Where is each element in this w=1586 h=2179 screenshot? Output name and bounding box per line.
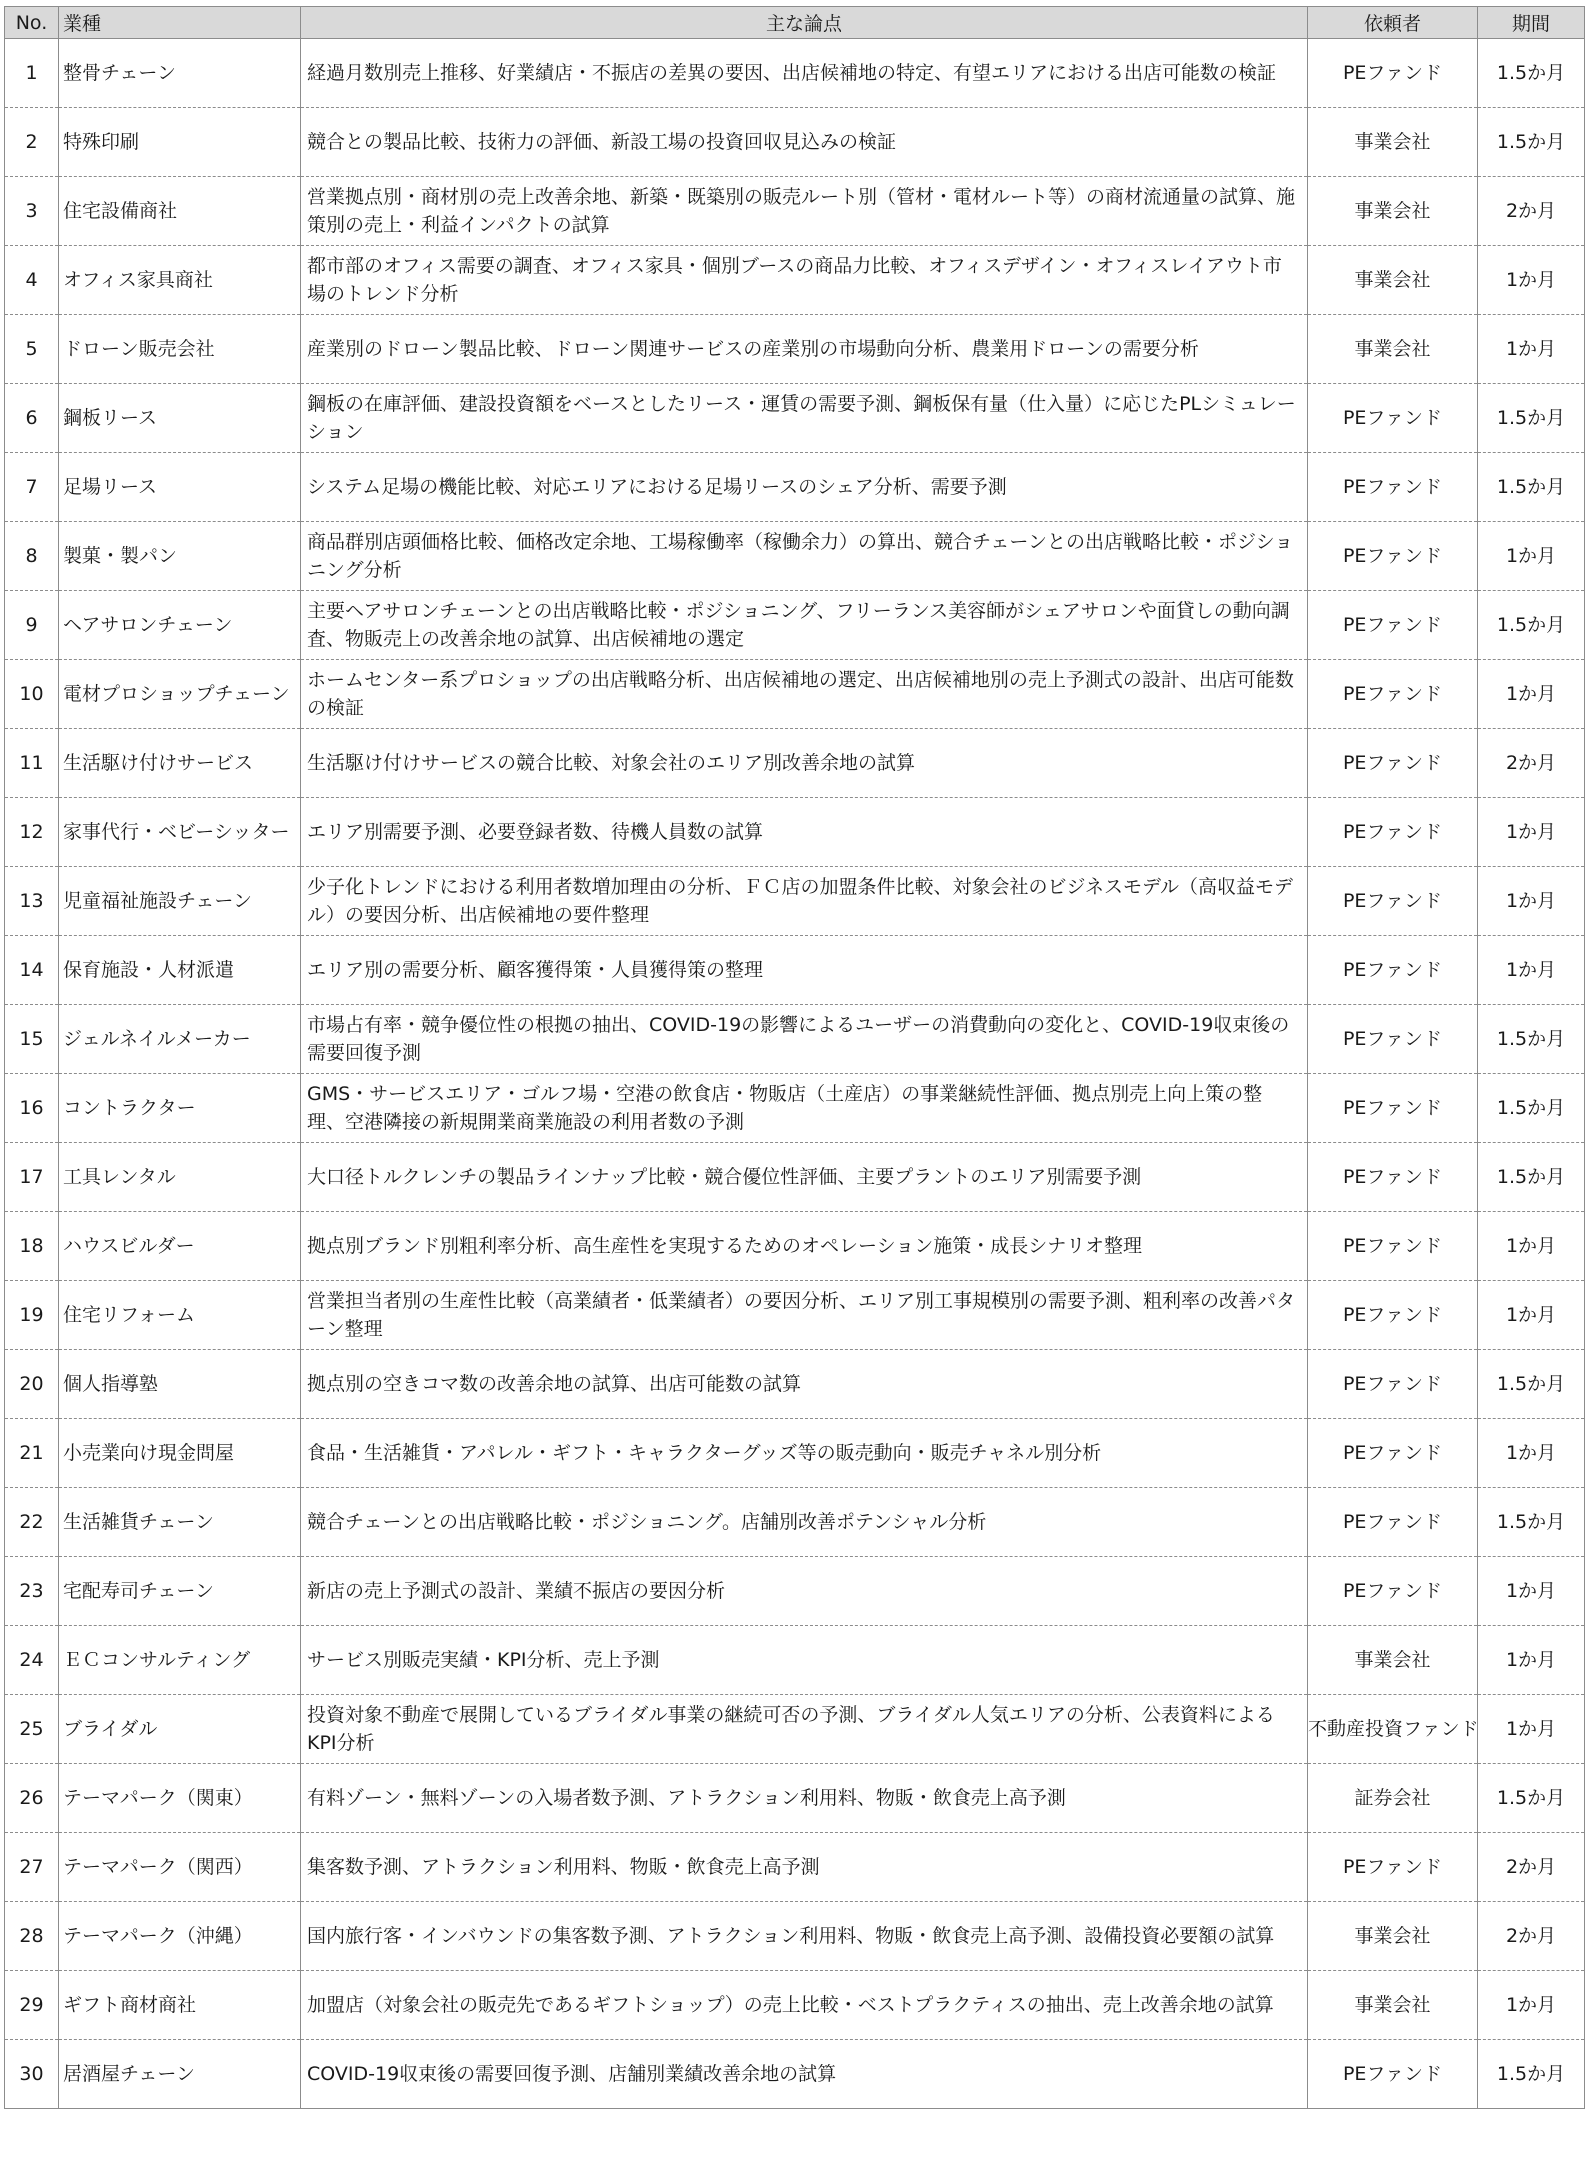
cell-industry: ＥＣコンサルティング	[59, 1626, 301, 1695]
cell-points: ホームセンター系プロショップの出店戦略分析、出店候補地の選定、出店候補地別の売上予測式の設計、出店可能数の検証	[301, 660, 1308, 729]
cell-no: 24	[5, 1626, 59, 1695]
cell-points: システム足場の機能比較、対応エリアにおける足場リースのシェア分析、需要予測	[301, 453, 1308, 522]
cell-points: 大口径トルクレンチの製品ラインナップ比較・競合優位性評価、主要プラントのエリア別需要予測	[301, 1143, 1308, 1212]
table-row	[5, 1281, 1585, 1350]
table-row	[5, 660, 1585, 729]
cell-points: 都市部のオフィス需要の調査、オフィス家具・個別ブースの商品力比較、オフィスデザイン・オフィスレイアウト市場のトレンド分析	[301, 246, 1308, 315]
table-row	[5, 177, 1585, 246]
cell-industry: 製菓・製パン	[59, 522, 301, 591]
cell-points: 新店の売上予測式の設計、業績不振店の要因分析	[301, 1557, 1308, 1626]
cell-no: 12	[5, 798, 59, 867]
table-row	[5, 39, 1585, 108]
table-row	[5, 108, 1585, 177]
cell-points: 生活駆け付けサービスの競合比較、対象会社のエリア別改善余地の試算	[301, 729, 1308, 798]
cell-no: 17	[5, 1143, 59, 1212]
cell-points: 食品・生活雑貨・アパレル・ギフト・キャラクターグッズ等の販売動向・販売チャネル別分析	[301, 1419, 1308, 1488]
table-row	[5, 384, 1585, 453]
header-period: 期間	[1478, 7, 1585, 39]
cell-period: 1.5か月	[1478, 591, 1585, 660]
cell-industry: 宅配寿司チェーン	[59, 1557, 301, 1626]
cell-no: 29	[5, 1971, 59, 2040]
cell-no: 26	[5, 1764, 59, 1833]
cell-industry: 整骨チェーン	[59, 39, 301, 108]
cell-points: 経過月数別売上推移、好業績店・不振店の差異の要因、出店候補地の特定、有望エリアにおける出店可能数の検証	[301, 39, 1308, 108]
cell-no: 22	[5, 1488, 59, 1557]
cell-period: 1.5か月	[1478, 39, 1585, 108]
cell-points: 投資対象不動産で展開しているブライダル事業の継続可否の予測、ブライダル人気エリアの分析、公表資料によるKPI分析	[301, 1695, 1308, 1764]
table-row	[5, 729, 1585, 798]
cell-client: 事業会社	[1308, 1626, 1478, 1695]
cell-no: 9	[5, 591, 59, 660]
cell-period: 1.5か月	[1478, 453, 1585, 522]
cell-period: 1か月	[1478, 315, 1585, 384]
cell-points: COVID-19収束後の需要回復予測、店舗別業績改善余地の試算	[301, 2040, 1308, 2109]
cell-industry: 児童福祉施設チェーン	[59, 867, 301, 936]
cell-points: 商品群別店頭価格比較、価格改定余地、工場稼働率（稼働余力）の算出、競合チェーンとの出店戦略比較・ポジショニング分析	[301, 522, 1308, 591]
cell-period: 1か月	[1478, 246, 1585, 315]
cell-points: GMS・サービスエリア・ゴルフ場・空港の飲食店・物販店（土産店）の事業継続性評価、拠点別売上向上策の整理、空港隣接の新規開業商業施設の利用者数の予測	[301, 1074, 1308, 1143]
cell-points: エリア別需要予測、必要登録者数、待機人員数の試算	[301, 798, 1308, 867]
cell-client: PEファンド	[1308, 522, 1478, 591]
cell-period: 1か月	[1478, 1695, 1585, 1764]
cell-industry: ギフト商材商社	[59, 1971, 301, 2040]
cell-industry: ドローン販売会社	[59, 315, 301, 384]
cell-period: 1か月	[1478, 522, 1585, 591]
cell-client: PEファンド	[1308, 2040, 1478, 2109]
cell-industry: 小売業向け現金問屋	[59, 1419, 301, 1488]
cell-industry: 工具レンタル	[59, 1143, 301, 1212]
cell-client: 事業会社	[1308, 315, 1478, 384]
cell-client: PEファンド	[1308, 1488, 1478, 1557]
cell-industry: 特殊印刷	[59, 108, 301, 177]
cell-industry: オフィス家具商社	[59, 246, 301, 315]
cell-client: PEファンド	[1308, 39, 1478, 108]
cell-period: 1か月	[1478, 1281, 1585, 1350]
cell-client: PEファンド	[1308, 729, 1478, 798]
cell-period: 1.5か月	[1478, 1350, 1585, 1419]
cell-no: 11	[5, 729, 59, 798]
cell-period: 2か月	[1478, 729, 1585, 798]
cell-period: 1.5か月	[1478, 1005, 1585, 1074]
cell-period: 1.5か月	[1478, 1488, 1585, 1557]
header-points: 主な論点	[301, 7, 1308, 39]
cell-industry: 足場リース	[59, 453, 301, 522]
cell-points: サービス別販売実績・KPI分析、売上予測	[301, 1626, 1308, 1695]
cell-industry: ヘアサロンチェーン	[59, 591, 301, 660]
cell-client: PEファンド	[1308, 1143, 1478, 1212]
table-row	[5, 315, 1585, 384]
cell-points: 市場占有率・競争優位性の根拠の抽出、COVID-19の影響によるユーザーの消費動向の変化と、COVID-19収束後の需要回復予測	[301, 1005, 1308, 1074]
cell-points: 国内旅行客・インバウンドの集客数予測、アトラクション利用料、物販・飲食売上高予測、設備投資必要額の試算	[301, 1902, 1308, 1971]
cell-client: PEファンド	[1308, 936, 1478, 1005]
cell-industry: 保育施設・人材派遣	[59, 936, 301, 1005]
table-row	[5, 1557, 1585, 1626]
cell-period: 1か月	[1478, 936, 1585, 1005]
cell-points: 有料ゾーン・無料ゾーンの入場者数予測、アトラクション利用料、物販・飲食売上高予測	[301, 1764, 1308, 1833]
table-row	[5, 1488, 1585, 1557]
cell-client: PEファンド	[1308, 591, 1478, 660]
cell-client: PEファンド	[1308, 660, 1478, 729]
table-row	[5, 1074, 1585, 1143]
table-row	[5, 1764, 1585, 1833]
cell-industry: 生活駆け付けサービス	[59, 729, 301, 798]
cell-client: PEファンド	[1308, 1833, 1478, 1902]
cell-client: 証券会社	[1308, 1764, 1478, 1833]
header-row	[5, 7, 1585, 39]
cell-period: 1.5か月	[1478, 2040, 1585, 2109]
cell-industry: テーマパーク（関西）	[59, 1833, 301, 1902]
table-row	[5, 798, 1585, 867]
cell-no: 16	[5, 1074, 59, 1143]
cell-client: 事業会社	[1308, 1971, 1478, 2040]
cell-no: 1	[5, 39, 59, 108]
cell-points: 拠点別ブランド別粗利率分析、高生産性を実現するためのオペレーション施策・成長シナリオ整理	[301, 1212, 1308, 1281]
cell-no: 6	[5, 384, 59, 453]
header-industry: 業種	[59, 7, 301, 39]
cell-no: 2	[5, 108, 59, 177]
cell-no: 10	[5, 660, 59, 729]
table-row	[5, 453, 1585, 522]
cell-period: 1か月	[1478, 1419, 1585, 1488]
table-row	[5, 867, 1585, 936]
cell-points: エリア別の需要分析、顧客獲得策・人員獲得策の整理	[301, 936, 1308, 1005]
cell-no: 7	[5, 453, 59, 522]
cell-no: 13	[5, 867, 59, 936]
cell-period: 1か月	[1478, 1971, 1585, 2040]
cell-industry: ブライダル	[59, 1695, 301, 1764]
cell-points: 少子化トレンドにおける利用者数増加理由の分析、ＦＣ店の加盟条件比較、対象会社のビジネスモデル（高収益モデル）の要因分析、出店候補地の要件整理	[301, 867, 1308, 936]
table-row	[5, 1212, 1585, 1281]
table-row	[5, 1143, 1585, 1212]
cell-no: 3	[5, 177, 59, 246]
cell-no: 18	[5, 1212, 59, 1281]
cell-client: PEファンド	[1308, 1074, 1478, 1143]
table-row	[5, 1350, 1585, 1419]
cell-industry: 家事代行・ベビーシッター	[59, 798, 301, 867]
cell-industry: 住宅リフォーム	[59, 1281, 301, 1350]
cell-period: 2か月	[1478, 1902, 1585, 1971]
table-row	[5, 1971, 1585, 2040]
cell-points: 集客数予測、アトラクション利用料、物販・飲食売上高予測	[301, 1833, 1308, 1902]
cell-points: 鋼板の在庫評価、建設投資額をベースとしたリース・運賃の需要予測、鋼板保有量（仕入量）に応じたPLシミュレーション	[301, 384, 1308, 453]
table-row	[5, 1419, 1585, 1488]
table-row	[5, 591, 1585, 660]
header-client: 依頼者	[1308, 7, 1478, 39]
cell-industry: テーマパーク（関東）	[59, 1764, 301, 1833]
cell-period: 1か月	[1478, 1557, 1585, 1626]
cell-client: 事業会社	[1308, 1902, 1478, 1971]
cell-no: 19	[5, 1281, 59, 1350]
cell-client: PEファンド	[1308, 1281, 1478, 1350]
table-row	[5, 1833, 1585, 1902]
cell-industry: ジェルネイルメーカー	[59, 1005, 301, 1074]
table-row	[5, 1626, 1585, 1695]
cell-client: PEファンド	[1308, 453, 1478, 522]
cell-industry: 住宅設備商社	[59, 177, 301, 246]
cell-client: 事業会社	[1308, 108, 1478, 177]
cell-points: 営業担当者別の生産性比較（高業績者・低業績者）の要因分析、エリア別工事規模別の需要予測、粗利率の改善パターン整理	[301, 1281, 1308, 1350]
cell-period: 1.5か月	[1478, 384, 1585, 453]
table-row	[5, 1695, 1585, 1764]
table-row	[5, 1005, 1585, 1074]
cell-no: 27	[5, 1833, 59, 1902]
cell-client: 事業会社	[1308, 246, 1478, 315]
cell-client: PEファンド	[1308, 867, 1478, 936]
cell-points: 拠点別の空きコマ数の改善余地の試算、出店可能数の試算	[301, 1350, 1308, 1419]
cell-no: 21	[5, 1419, 59, 1488]
cell-client: PEファンド	[1308, 1212, 1478, 1281]
cell-period: 1.5か月	[1478, 1143, 1585, 1212]
cell-no: 23	[5, 1557, 59, 1626]
cell-client: PEファンド	[1308, 1005, 1478, 1074]
case-table	[4, 6, 1585, 2109]
cell-industry: 電材プロショップチェーン	[59, 660, 301, 729]
cell-industry: 鋼板リース	[59, 384, 301, 453]
cell-points: 加盟店（対象会社の販売先であるギフトショップ）の売上比較・ベストプラクティスの抽出、売上改善余地の試算	[301, 1971, 1308, 2040]
table-row	[5, 1902, 1585, 1971]
cell-client: PEファンド	[1308, 1557, 1478, 1626]
cell-no: 15	[5, 1005, 59, 1074]
cell-no: 14	[5, 936, 59, 1005]
case-table-container	[4, 6, 1584, 2109]
cell-industry: 個人指導塾	[59, 1350, 301, 1419]
cell-client: PEファンド	[1308, 798, 1478, 867]
table-row	[5, 246, 1585, 315]
cell-period: 2か月	[1478, 177, 1585, 246]
header-no: No.	[5, 7, 59, 39]
cell-points: 競合チェーンとの出店戦略比較・ポジショニング。店舗別改善ポテンシャル分析	[301, 1488, 1308, 1557]
cell-no: 30	[5, 2040, 59, 2109]
cell-client: PEファンド	[1308, 384, 1478, 453]
cell-period: 2か月	[1478, 1833, 1585, 1902]
cell-period: 1か月	[1478, 798, 1585, 867]
cell-period: 1.5か月	[1478, 1764, 1585, 1833]
cell-no: 5	[5, 315, 59, 384]
cell-no: 28	[5, 1902, 59, 1971]
cell-period: 1か月	[1478, 1626, 1585, 1695]
table-row	[5, 2040, 1585, 2109]
cell-period: 1.5か月	[1478, 108, 1585, 177]
cell-industry: 居酒屋チェーン	[59, 2040, 301, 2109]
cell-period: 1か月	[1478, 1212, 1585, 1281]
cell-points: 競合との製品比較、技術力の評価、新設工場の投資回収見込みの検証	[301, 108, 1308, 177]
cell-no: 4	[5, 246, 59, 315]
cell-client: 不動産投資ファンド	[1308, 1695, 1478, 1764]
cell-points: 産業別のドローン製品比較、ドローン関連サービスの産業別の市場動向分析、農業用ドローンの需要分析	[301, 315, 1308, 384]
cell-points: 主要ヘアサロンチェーンとの出店戦略比較・ポジショニング、フリーランス美容師がシェアサロンや面貸しの動向調査、物販売上の改善余地の試算、出店候補地の選定	[301, 591, 1308, 660]
table-row	[5, 522, 1585, 591]
cell-industry: 生活雑貨チェーン	[59, 1488, 301, 1557]
cell-no: 8	[5, 522, 59, 591]
cell-no: 25	[5, 1695, 59, 1764]
cell-period: 1.5か月	[1478, 1074, 1585, 1143]
cell-period: 1か月	[1478, 660, 1585, 729]
cell-client: PEファンド	[1308, 1419, 1478, 1488]
table-header	[5, 7, 1585, 39]
cell-industry: テーマパーク（沖縄）	[59, 1902, 301, 1971]
cell-client: 事業会社	[1308, 177, 1478, 246]
cell-client: PEファンド	[1308, 1350, 1478, 1419]
table-body	[5, 39, 1585, 2109]
cell-industry: コントラクター	[59, 1074, 301, 1143]
cell-points: 営業拠点別・商材別の売上改善余地、新築・既築別の販売ルート別（管材・電材ルート等）の商材流通量の試算、施策別の売上・利益インパクトの試算	[301, 177, 1308, 246]
cell-industry: ハウスビルダー	[59, 1212, 301, 1281]
table-row	[5, 936, 1585, 1005]
cell-period: 1か月	[1478, 867, 1585, 936]
cell-no: 20	[5, 1350, 59, 1419]
